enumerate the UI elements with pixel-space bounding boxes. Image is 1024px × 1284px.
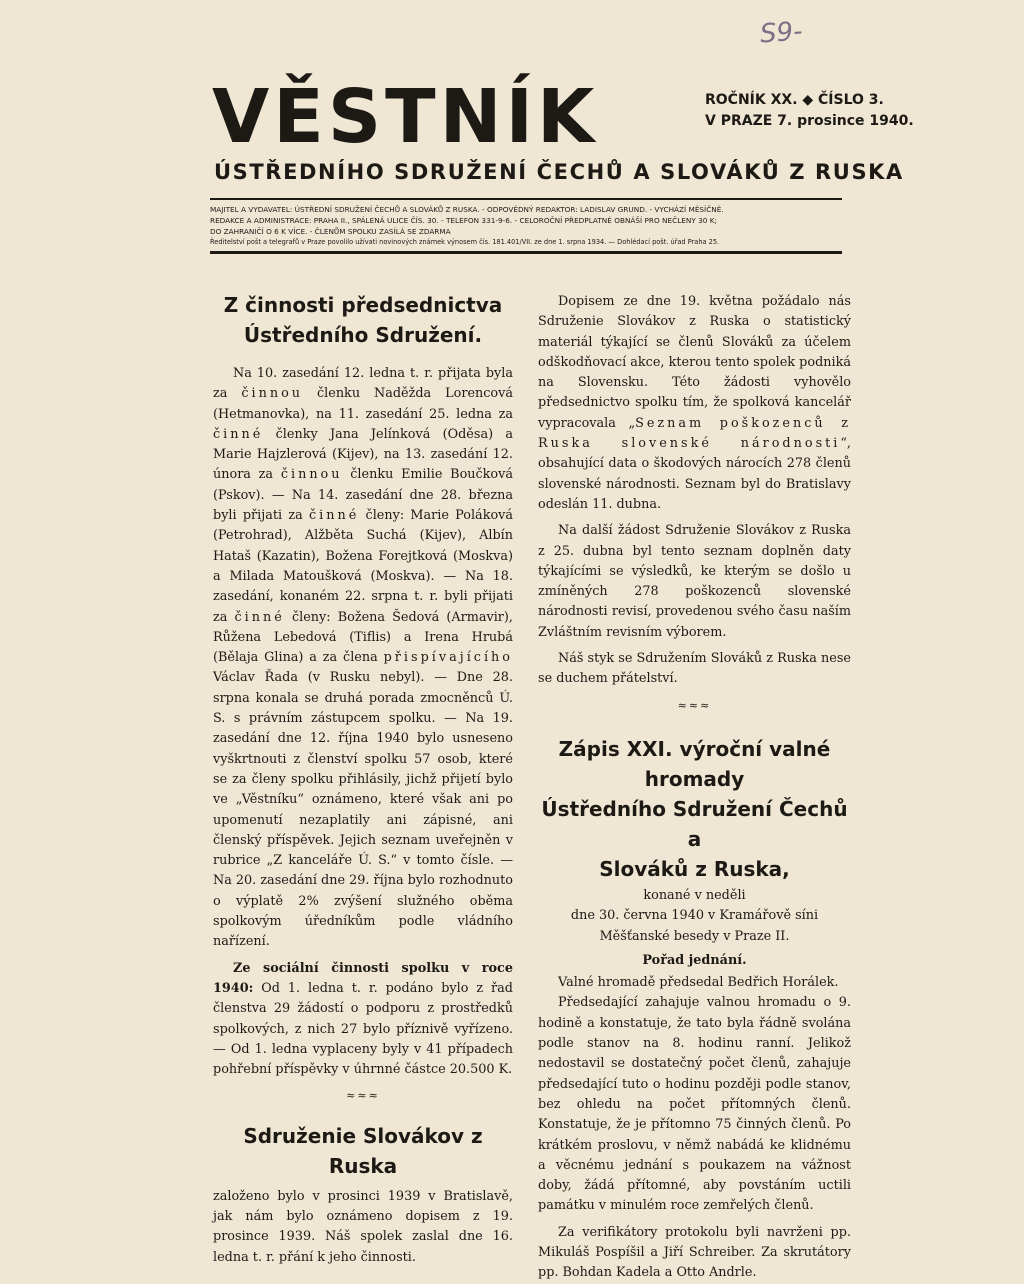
masthead-title: VĚSTNÍK xyxy=(212,74,599,160)
agenda-heading: Pořad jednání. xyxy=(642,952,747,968)
address-line: REDAKCE A ADMINISTRACE: PRAHA II., SPÁLENÁ ULICE ČÍS. 30. - TELEFON 331-9-6. - CELOROČNÍ PŘEDPLATNÉ OBNÁŠÍ PRO NEČLENY 30 K; xyxy=(210,216,717,225)
article-title-2: Sdruženie Slovákov z Ruska xyxy=(243,1123,483,1178)
subscription-line: DO ZAHRANIČÍ O 6 K VÍCE. - ČLENŮM SPOLKU ZASÍLÁ SE ZDARMA xyxy=(210,227,451,236)
article-title-1a: Z činnosti předsednictva xyxy=(223,293,503,317)
postal-permit-line: Ředitelství pošt a telegrafů v Praze povolilo užívati novinových známek výnosem čís. 181.401/VII. ze dne 1. srpna 1934. — Dohlédací pošt. úřad Praha 25. xyxy=(210,238,720,246)
issue-info xyxy=(705,90,914,132)
minutes-paragraph: Valné hromadě předsedal Bedřich Horálek. xyxy=(558,975,839,991)
article-title-1b: Ústředního Sdružení. xyxy=(243,323,483,347)
minutes-paragraph: Za verifikátory protokolu byli navrženi pp. Mikuláš Pospíšil a Jiří Schreiber. Za skrutátory pp. Bohdan Kadela a Otto Andrle. xyxy=(538,1224,851,1281)
minutes-title-line2: Ústředního Sdružení Čechů a xyxy=(541,796,848,851)
publisher-line: MAJITEL A VYDAVATEL: ÚSTŘEDNÍ SDRUŽENÍ ČECHŮ A SLOVÁKŮ Z RUSKA. - ODPOVĚDNÝ REDAKTOR: LADISLAV GRUND. - VYCHÁZÍ MĚSÍČNĚ. xyxy=(210,205,724,214)
issue-date: V PRAZE 7. prosince 1940. xyxy=(705,113,914,129)
article-paragraph: Náš styk se Sdružením Slováků z Ruska nese se duchem přátelství. xyxy=(538,651,851,687)
article-paragraph: Ze sociální činnosti spolku v roce 1940: Od 1. ledna t. r. podáno bylo z řad členstva 29 žádostí o podporu z prostředků spolkových, z nich 27 bylo příznivě vyřízeno. — Od 1. ledna vyplaceny byly v 41 případech pohřební příspěvky v úhrnné částce 20.500 K. xyxy=(213,960,513,1078)
minutes-title-line1: Zápis XXI. výroční valné hromady xyxy=(558,736,831,791)
ornament-divider: ≈≈≈ xyxy=(677,698,712,712)
minutes-paragraph: Předsedající zahajuje valnou hromadu o 9. hodině a konstatuje, že tato byla řádně svolána podle stanov na 8. hodinu ranní. Jelikož nedostavil se dostatečný počet členů, zahajuje předsedající tuto o hodinu později podle stanov, bez ohledu na počet přítomných členů. Konstatuje, že je přítomno 75 činných členů. Po krátkém proslovu, v němž nabádá ke klidnému a věcnému jednání s poukazem na vážnost doby, žádá přítomné, aby povstáním uctili památku v minulém roce zemřelých členů. xyxy=(538,995,851,1214)
right-column xyxy=(538,292,851,1284)
article-paragraph: založeno bylo v prosinci 1939 v Bratislavě, jak nám bylo oznámeno dopisem z 19. prosince 1939. Náš spolek zaslal dne 16. ledna t. r. přání k jeho činnosti. xyxy=(213,1188,513,1265)
handwritten-note: S9- xyxy=(759,16,804,50)
publisher-info-box xyxy=(210,198,842,254)
article-paragraph: Na 10. zasedání 12. ledna t. r. přijata byla za činnou členku Naděžda Lorencová (Hetmanovka), na 11. zasedání 25. ledna za činné členky Jana Jelínková (Oděsa) a Marie Hajzlerová (Kijev), na 13. zasedání 12. února za činnou členku Emilie Boučková (Pskov). — Na 14. zasedání dne 28. března byli přijati za činné členy: Marie Poláková (Petrohrad), Alžběta Suchá (Kijev), Albín Hataš (Kazatin), Božena Forejtková (Moskva) a Milada Matoušková (Moskva). — Na 18. zasedání, konaném 22. srpna t. r. byli přijati za činné členy: Božena Šedová (Armavir), Růžena Lebedová (Tiflis) a Irena Hrubá (Bělaja Glina) a za člena přispívajícího Václav Řada (v Rusku nebyl). — Dne 28. srpna konala se druhá porada zmocněnců Ú. S. s právním zástupcem spolku. — Na 19. zasedání dne 12. října 1940 bylo usneseno vyškrtnouti z členství spolku 57 osob, které se za členy spolku přihlásily, jichž přijetí bylo ve „Věstníku“ oznámeno, které však ani po upomenutí nezaplatily ani zápisné, ani členský příspěvek. Jejich seznam uveřejněn v rubrice „Z kanceláře Ú. S.“ v tomto čísle. — Na 20. zasedání dne 29. října bylo rozhodnuto o výplatě 2% zvýšení služného oběma spolkovým úředníkům podle vládního nařízení. xyxy=(213,366,514,950)
minutes-venue: dne 30. června 1940 v Kramářově síni Měšťanské besedy v Praze II. xyxy=(570,908,819,944)
issue-volume: ROČNÍK XX. ◆ ČÍSLO 3. xyxy=(705,92,884,108)
ornament-divider: ≈≈≈ xyxy=(346,1089,380,1103)
article-paragraph: Dopisem ze dne 19. května požádalo nás Sdruženie Slovákov z Ruska o statistický materiál týkající se členů Slováků za účelem odškodňovací akce, kterou tento spolek podniká na Slovensku. Této žádosti vyhovělo předsednictvo spolku tím, že spolková kancelář vypracovala „Seznam poškozenců z Ruska slovenské národnosti“, obsahující data o škodových nárocích 278 členů slovenské národnosti. Seznam byl do Bratislavy odeslán 11. dubna. xyxy=(538,294,851,512)
article-paragraph: Na další žádost Sdruženie Slovákov z Ruska z 25. dubna byl tento seznam doplněn daty týkajícími se výsledků, ke kterým se došlo u zmíněných 278 poškozenců slovenské národnosti revisí, provedenou svého času naším Zvláštním revisním výborem. xyxy=(538,523,851,640)
left-column xyxy=(213,290,513,1268)
masthead-subtitle: ÚSTŘEDNÍHO SDRUŽENÍ ČECHŮ A SLOVÁKŮ Z RUSKA xyxy=(214,160,904,184)
minutes-title-line3: Slováků z Ruska, xyxy=(599,856,790,881)
minutes-subtitle: konané v neděli xyxy=(643,887,746,903)
